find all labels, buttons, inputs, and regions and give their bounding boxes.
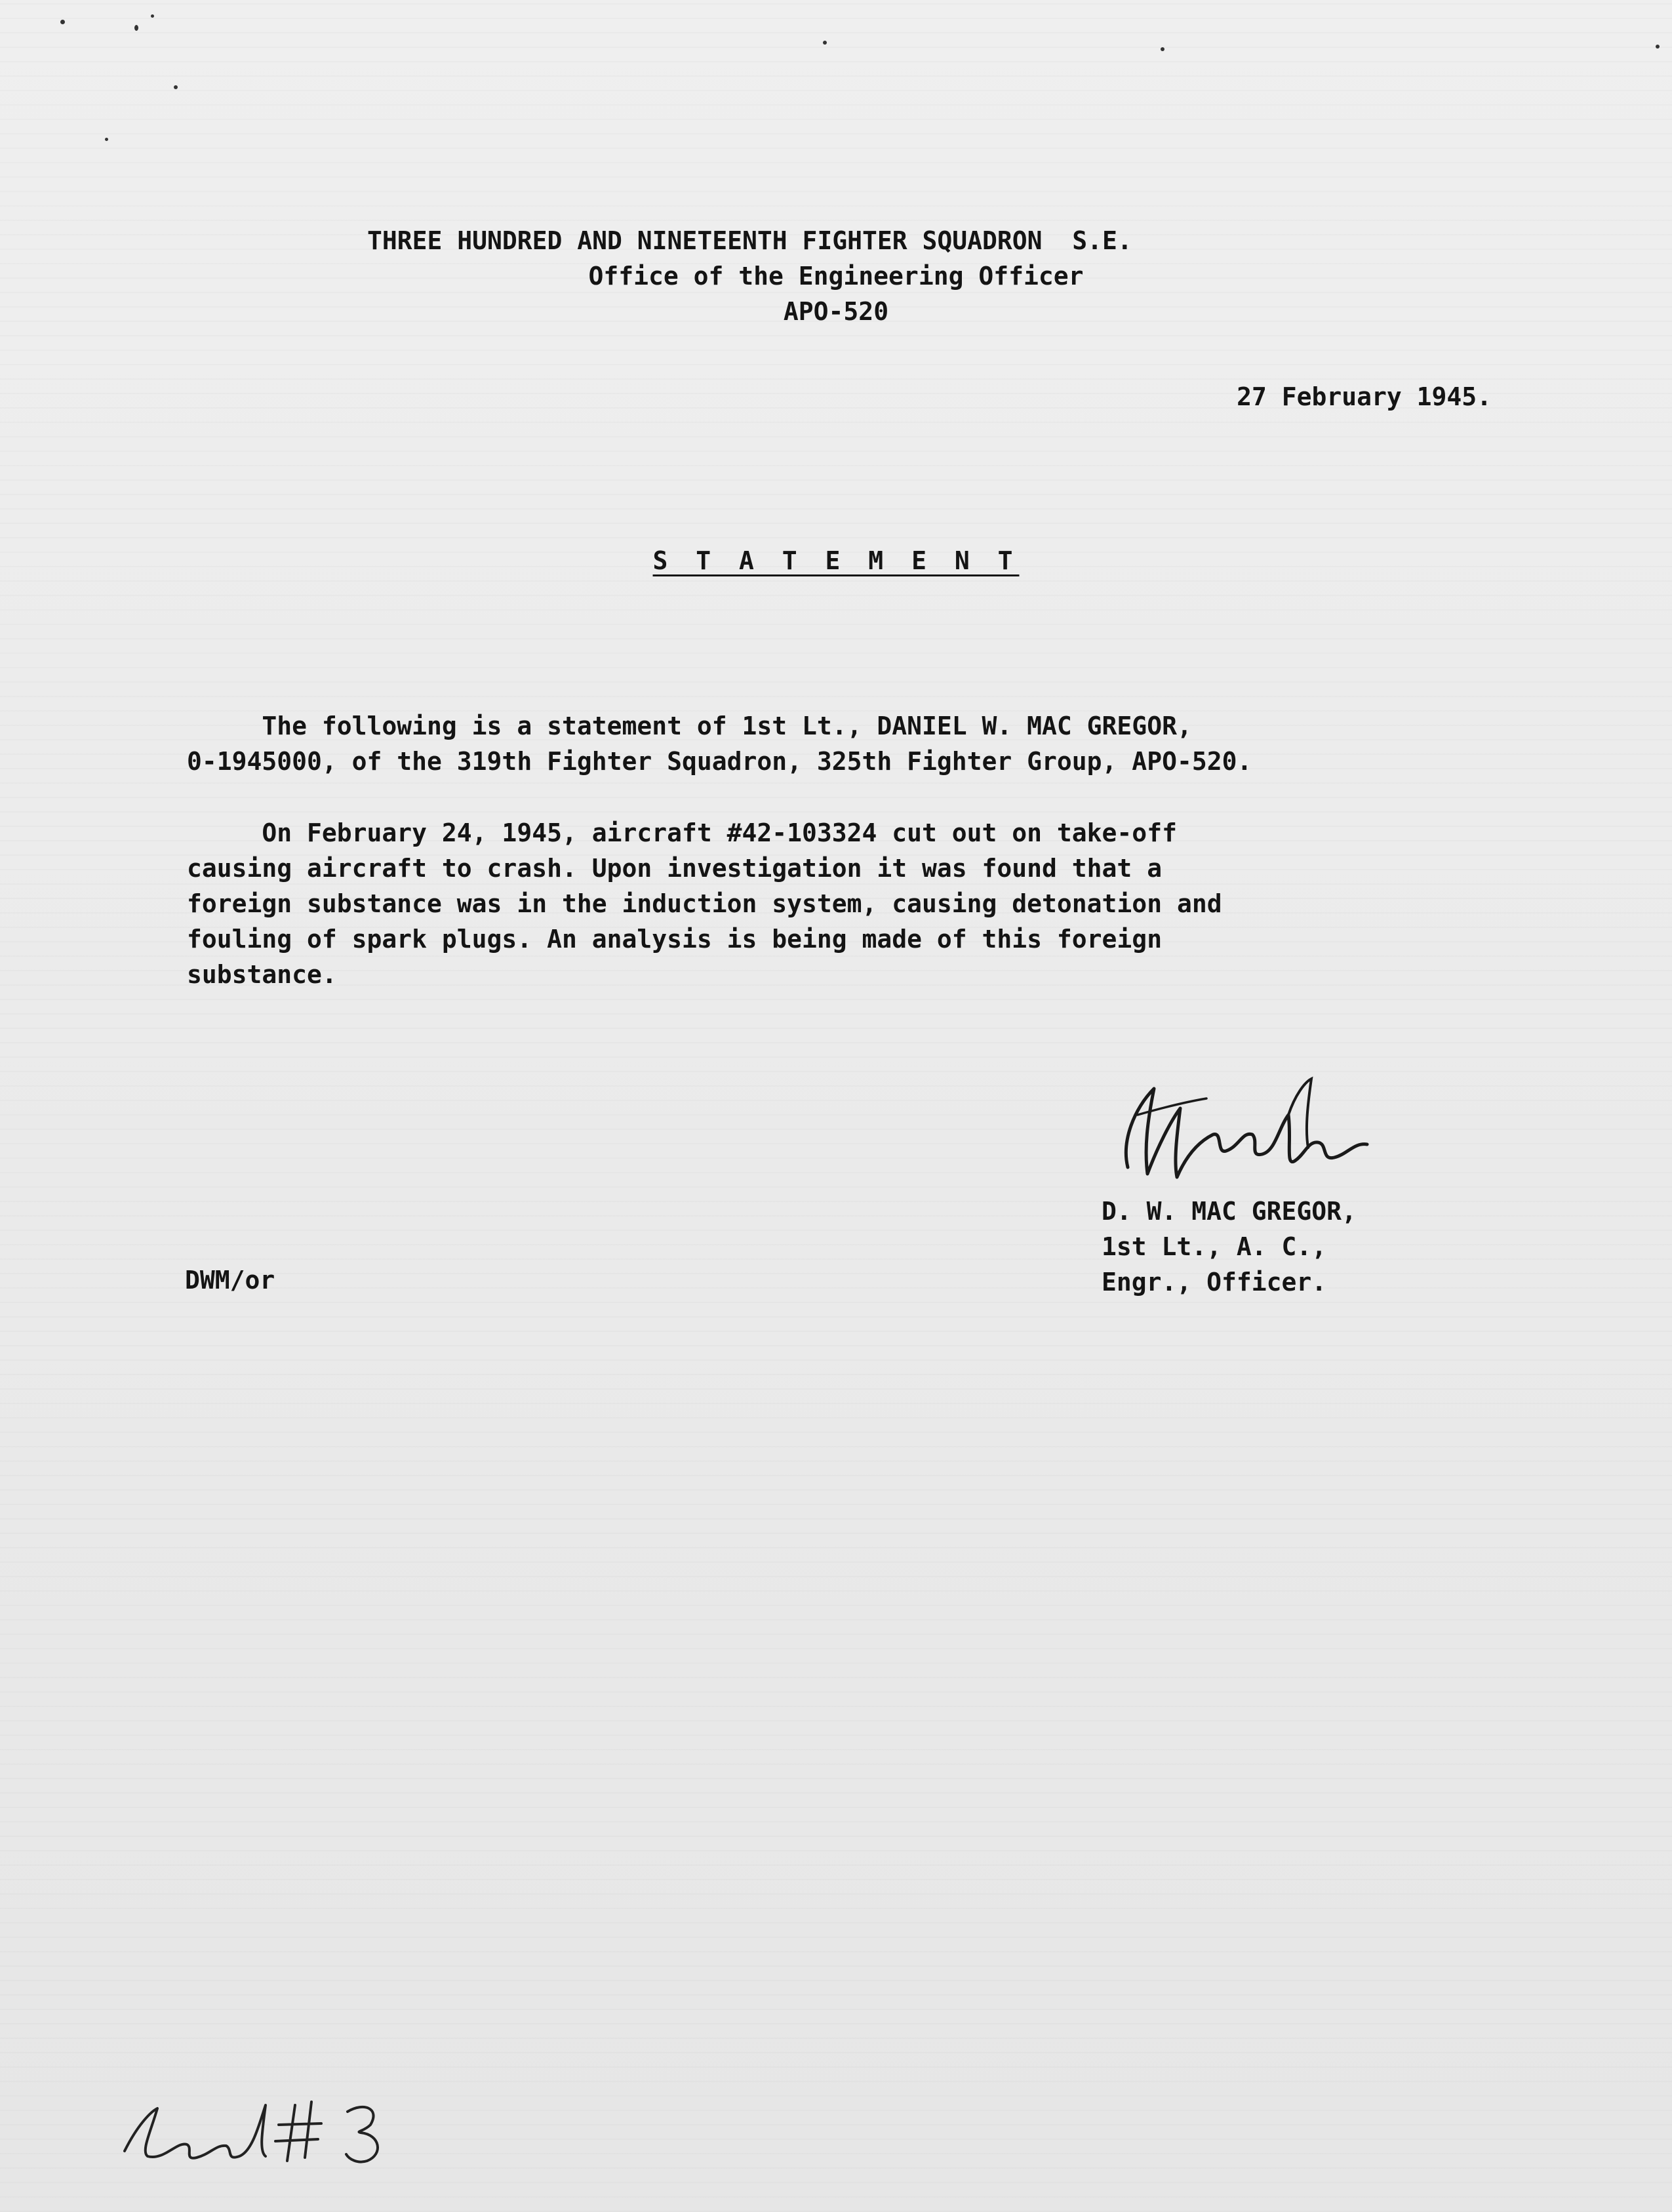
body-paragraph-1 xyxy=(187,708,1252,779)
signature-block xyxy=(1102,1194,1357,1300)
typist-initials: DWM/or xyxy=(185,1266,275,1295)
signature-line: Engr., Officer. xyxy=(1102,1268,1327,1297)
scan-speck xyxy=(134,25,138,31)
body-paragraph-2 xyxy=(187,815,1222,992)
scan-speck xyxy=(60,20,65,24)
document-date: 27 February 1945. xyxy=(1237,382,1492,411)
paragraph-line: 0-1945000, of the 319th Fighter Squadron, 325th Fighter Group, APO-520. xyxy=(187,747,1252,776)
signature-line: 1st Lt., A. C., xyxy=(1102,1232,1327,1261)
paragraph-line: causing aircraft to crash. Upon investigation it was found that a xyxy=(187,854,1163,883)
letterhead-line-3: APO-520 xyxy=(783,297,889,326)
letterhead-line-1: THREE HUNDRED AND NINETEENTH FIGHTER SQUADRON S.E. xyxy=(367,226,1132,255)
letterhead-line-2: Office of the Engineering Officer xyxy=(588,262,1084,291)
scan-speck xyxy=(1656,45,1660,49)
paragraph-line: On February 24, 1945, aircraft #42-103324 cut out on take-off xyxy=(187,818,1177,847)
statement-title: S T A T E M E N T xyxy=(652,546,1020,575)
paragraph-line: foreign substance was in the induction system, causing detonation and xyxy=(187,889,1222,918)
scan-speck xyxy=(1161,47,1164,51)
handwritten-enclosure-mark xyxy=(111,2079,400,2177)
paragraph-line: fouling of spark plugs. An analysis is being made of this foreign xyxy=(187,925,1163,954)
paragraph-line: The following is a statement of 1st Lt., DANIEL W. MAC GREGOR, xyxy=(187,712,1192,740)
signature-line: D. W. MAC GREGOR, xyxy=(1102,1197,1357,1226)
scan-speck xyxy=(105,138,108,141)
scan-speck xyxy=(174,85,178,89)
scan-speck xyxy=(151,14,154,18)
paragraph-line: substance. xyxy=(187,960,337,989)
handwritten-signature xyxy=(1108,1069,1403,1200)
scan-speck xyxy=(823,41,827,45)
